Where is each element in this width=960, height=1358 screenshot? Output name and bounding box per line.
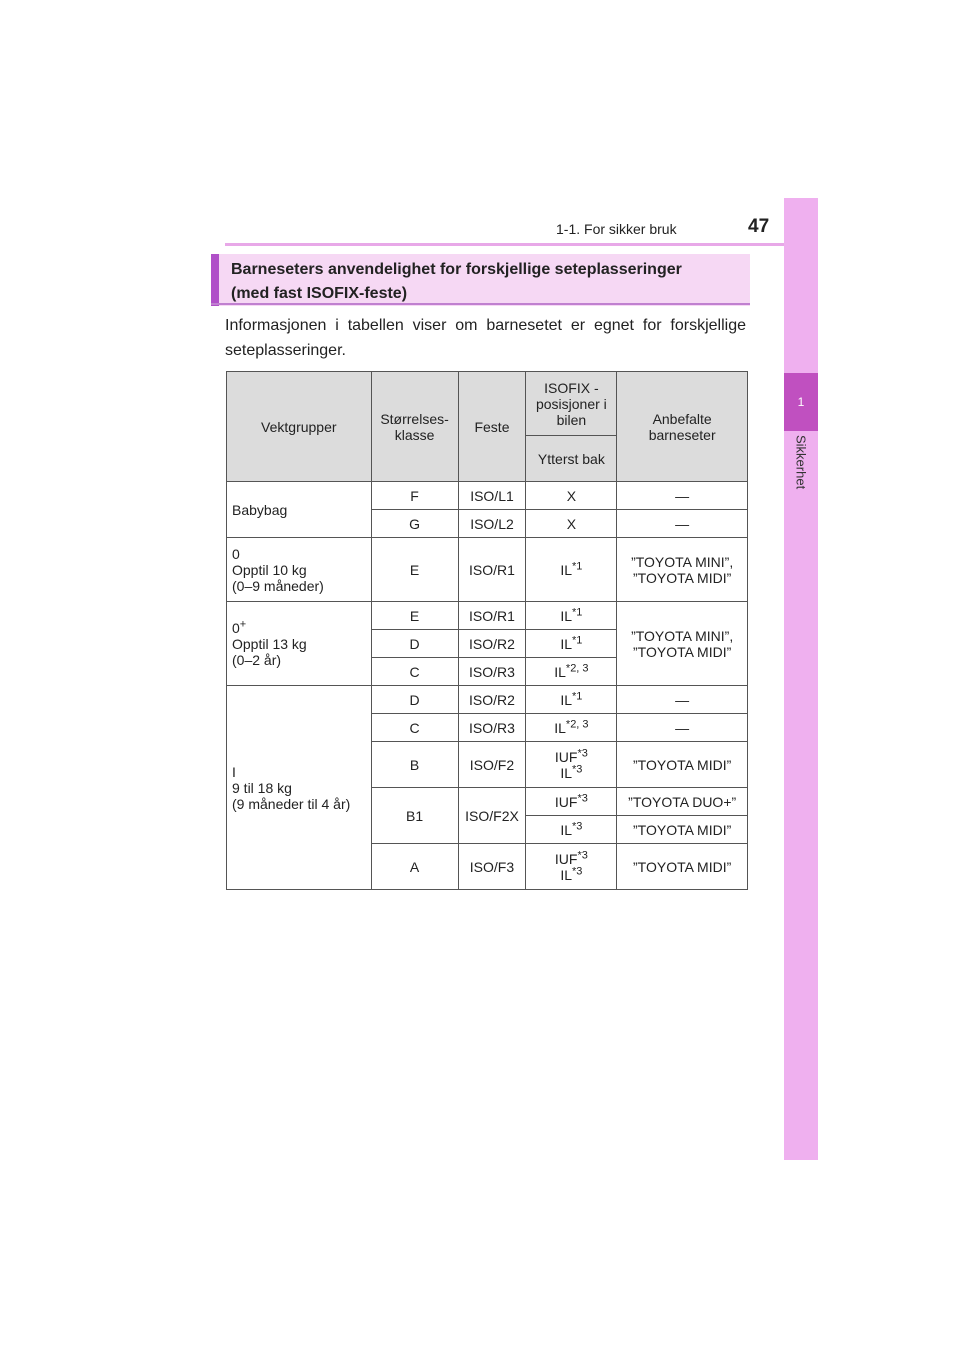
cell-position: X [526, 482, 617, 510]
section-heading [211, 254, 750, 306]
cell-recommended [617, 538, 748, 602]
footnote-star: * [565, 717, 571, 730]
cell-mount: ISO/F2 [458, 742, 526, 788]
footnote-number: 1 [576, 633, 583, 646]
footnote-star: * [565, 661, 571, 674]
cell-mount: ISO/F2X [458, 788, 526, 844]
position-code: IL [560, 866, 573, 883]
footnote-mark [572, 820, 582, 832]
cell-position [526, 788, 617, 816]
footnote-number: 2, 3 [570, 661, 589, 674]
position-code: IL [560, 764, 573, 781]
footnote-number: 3 [581, 746, 588, 759]
heading-underline [211, 303, 750, 305]
cell-size: C [371, 658, 458, 686]
cell-size: B1 [371, 788, 458, 844]
position-code: IL [560, 607, 573, 624]
footnote-star: * [572, 762, 577, 775]
header-recommended-seats: Anbefalte barneseter [617, 372, 748, 482]
group-babybag: Babybag [227, 482, 372, 538]
group-1-name: I [232, 763, 236, 780]
cell-size: F [371, 482, 458, 510]
footnote-mark [577, 792, 587, 804]
cell-mount: ISO/R3 [458, 714, 526, 742]
footnote-mark [577, 747, 587, 759]
group-1-age: (9 måneder til 4 år) [232, 795, 351, 812]
footnote-number: 1 [576, 559, 583, 572]
header-mount: Feste [458, 372, 526, 482]
intro-paragraph: Informasjonen i tabellen viser om barnesetet er egnet for forskjellige seteplasseringer. [225, 317, 746, 359]
footnote-number: 2, 3 [570, 717, 589, 730]
cell-size: G [371, 510, 458, 538]
cell-size: D [371, 686, 458, 714]
position-code: IL [554, 663, 566, 680]
footnote-mark [572, 634, 582, 646]
footnote-star: * [577, 848, 582, 861]
header-weight-groups: Vektgrupper [227, 372, 372, 482]
group-0plus-age: (0–2 år) [232, 651, 282, 668]
header-isofix-positions: ISOFIX -posisjoner i bilen [526, 372, 617, 436]
group-0-plus [227, 602, 372, 686]
cell-position [526, 742, 617, 788]
cell-position [526, 602, 617, 630]
group-1 [227, 686, 372, 890]
cell-recommended: — [617, 714, 748, 742]
footnote-star: * [572, 689, 577, 702]
footnote-mark [566, 718, 589, 730]
footnote-mark [572, 763, 582, 775]
group-0-age: (0–9 måneder) [232, 577, 324, 594]
recommended-line: ”TOYOTA MIDI” [633, 569, 732, 586]
cell-mount: ISO/R2 [458, 686, 526, 714]
footnote-number: 1 [576, 689, 583, 702]
footnote-star: * [577, 746, 582, 759]
footnote-mark [577, 849, 587, 861]
cell-recommended: — [617, 686, 748, 714]
cell-size: D [371, 630, 458, 658]
heading-line-2: (med fast ISOFIX-feste) [231, 285, 408, 302]
position-code: IUF [554, 748, 578, 765]
group-1-weight: 9 til 18 kg [232, 779, 292, 796]
chapter-number-tab[interactable]: 1 [784, 373, 818, 431]
child-seat-table [226, 371, 748, 890]
footnote-mark [572, 865, 582, 877]
header-outer-rear: Ytterst bak [526, 436, 617, 482]
cell-position [526, 844, 617, 890]
footnote-mark [572, 690, 582, 702]
position-code: IL [560, 821, 573, 838]
group-0-weight: Opptil 10 kg [232, 561, 307, 578]
footnote-number: 1 [576, 605, 583, 618]
cell-position [526, 630, 617, 658]
group-0-name: 0 [232, 545, 240, 562]
cell-mount: ISO/R1 [458, 538, 526, 602]
cell-size: E [371, 602, 458, 630]
cell-position [526, 816, 617, 844]
footnote-star: * [572, 819, 577, 832]
cell-recommended: ”TOYOTA DUO+” [617, 788, 748, 816]
cell-recommended: ”TOYOTA MIDI” [617, 816, 748, 844]
footnote-star: * [572, 633, 577, 646]
header-rule [225, 243, 818, 246]
cell-mount: ISO/L2 [458, 510, 526, 538]
group-0plus-name: 0 [232, 619, 240, 636]
cell-recommended: — [617, 510, 748, 538]
group-0 [227, 538, 372, 602]
cell-size: B [371, 742, 458, 788]
cell-recommended: ”TOYOTA MIDI” [617, 844, 748, 890]
footnote-number: 3 [576, 762, 583, 775]
cell-size: C [371, 714, 458, 742]
section-label: 1-1. For sikker bruk [556, 221, 677, 237]
cell-position [526, 538, 617, 602]
position-code: IL [560, 635, 573, 652]
cell-position: X [526, 510, 617, 538]
page-number: 47 [748, 216, 770, 237]
cell-position [526, 714, 617, 742]
footnote-number: 3 [581, 848, 588, 861]
header-size-class: Størrelses-klasse [371, 372, 458, 482]
cell-mount: ISO/R1 [458, 602, 526, 630]
cell-position [526, 658, 617, 686]
group-0plus-weight: Opptil 13 kg [232, 635, 307, 652]
position-code: IL [554, 719, 566, 736]
cell-mount: ISO/F3 [458, 844, 526, 890]
heading-line-1: Barneseters anvendelighet for forskjellige seteplasseringer [231, 261, 682, 278]
cell-mount: ISO/L1 [458, 482, 526, 510]
recommended-line: ”TOYOTA MINI”, [631, 553, 734, 570]
position-code: IL [560, 561, 573, 578]
cell-recommended: ”TOYOTA MIDI” [617, 742, 748, 788]
footnote-star: * [577, 791, 582, 804]
cell-size: E [371, 538, 458, 602]
cell-position [526, 686, 617, 714]
position-code: IUF [554, 850, 578, 867]
position-code: IL [560, 691, 573, 708]
recommended-line: ”TOYOTA MINI”, [631, 627, 734, 644]
cell-recommended [617, 602, 748, 686]
cell-mount: ISO/R3 [458, 658, 526, 686]
footnote-number: 3 [581, 791, 588, 804]
footnote-mark [572, 606, 582, 618]
cell-recommended: — [617, 482, 748, 510]
recommended-line: ”TOYOTA MIDI” [633, 643, 732, 660]
chapter-title: Sikkerhet [793, 435, 809, 490]
cell-size: A [371, 844, 458, 890]
chapter-tab-strip [784, 198, 818, 1160]
footnote-mark [566, 662, 589, 674]
group-0plus-sup: + [239, 617, 247, 630]
footnote-star: * [572, 605, 577, 618]
footnote-number: 3 [576, 819, 583, 832]
position-code: IUF [554, 793, 578, 810]
cell-mount: ISO/R2 [458, 630, 526, 658]
footnote-mark [572, 560, 582, 572]
footnote-number: 3 [576, 864, 583, 877]
footnote-star: * [572, 559, 577, 572]
footnote-star: * [572, 864, 577, 877]
